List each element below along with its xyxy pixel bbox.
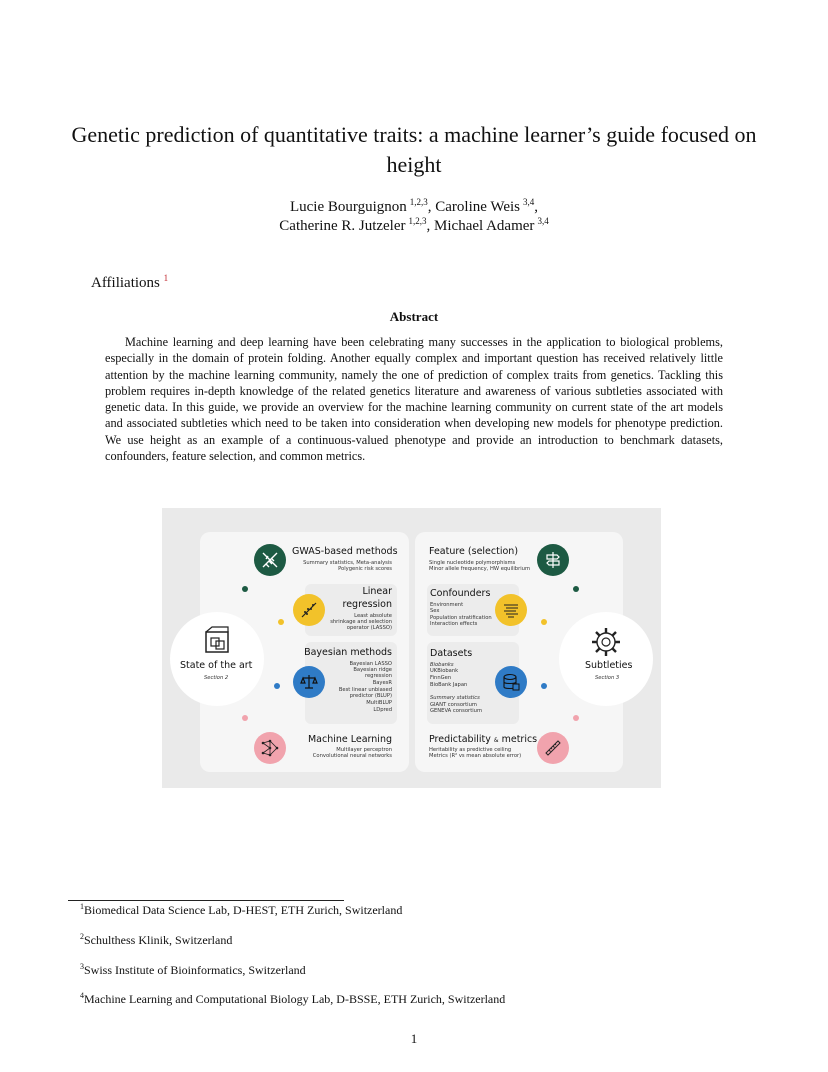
abstract-text: Machine learning and deep learning have been celebrating many successes in the application to biological problems, especially in the domain of protein folding. Another equally complex and important question has received relatively little attention by the machine learning community, namely the one of prediction of complex traits from genetics. Tackling this problem requires in-depth knowledge of the related genetics literature and awareness of various subtleties associated with genetic data. In this guide, we provide an overview for the machine learning community on current state of the art models and associated subtleties which need to be taken into consideration when developing new models for phenotype prediction. We use height as an example of a continuous-valued phenotype and provide an introduction to benchmark datasets, confounders, feature selection, and common metrics. <box>105 335 723 464</box>
predictability-line: Metrics (R² vs mean absolute error) <box>429 753 522 759</box>
arc-dot <box>541 619 547 625</box>
footnote-text: Biomedical Data Science Lab, D-HEST, ETH Zurich, Switzerland <box>84 903 403 917</box>
confounders-line: Interaction effects <box>430 621 478 627</box>
footnote-mark: 2 <box>80 932 84 941</box>
overview-figure <box>162 508 661 788</box>
paper-title: Genetic prediction of quantitative traits: a machine learner’s guide focused on height <box>71 122 757 177</box>
bayesian-line: regression <box>364 673 392 679</box>
ruler-icon <box>537 732 569 764</box>
footnote-text: Swiss Institute of Bioinformatics, Switzerland <box>84 963 306 977</box>
author-list: Lucie Bourguignon $^{1,2,3}$, Caroline Weis $^{3,4}$, Catherine R. Jutzeler $^{1,2,3}$, Michael Adamer $^{3,4}$ <box>279 197 549 234</box>
hub-section: Section 2 <box>204 675 229 681</box>
predictability-title-b: metrics <box>501 734 538 745</box>
bayesian-line: Bayesian LASSO <box>349 661 392 667</box>
author-name: Lucie Bourguignon <box>289 199 407 215</box>
bayesian-line: MultiBLUP <box>366 700 392 706</box>
list-icon <box>495 594 527 626</box>
gwas-line: Polygenic risk scores <box>338 566 392 572</box>
affiliations-label: Affiliations <box>91 275 160 291</box>
predictability-title-a: Predictability <box>429 734 491 745</box>
datasets-subheading: Summary statistics <box>430 695 480 701</box>
author-affil-sup: 1,2,3 <box>408 216 427 226</box>
ml-line: Multilayer perceptron <box>336 747 392 753</box>
author-affil-sup: 3,4 <box>537 216 549 226</box>
footnote-text: Schulthess Klinik, Switzerland <box>84 933 233 947</box>
datasets-line: GENEVA consortium <box>430 708 483 714</box>
subtleties-hub <box>559 612 653 706</box>
datasets-line: GIANT consortium <box>430 702 477 708</box>
predictability-title <box>429 734 537 745</box>
predictability-title-amp: & <box>493 737 499 744</box>
footnote-rule <box>68 900 344 901</box>
arc-dot <box>274 683 280 689</box>
ml-title: Machine Learning <box>307 734 392 745</box>
predictability-line: Heritability as predictive ceiling <box>429 747 512 753</box>
author-affil-sup: 1,2,3 <box>409 197 428 207</box>
datasets-line: FinnGen <box>430 675 452 681</box>
ml-line: Convolutional neural networks <box>312 753 392 759</box>
author-name: Caroline Weis <box>435 199 521 215</box>
footnote-mark: 3 <box>80 962 84 971</box>
hub-title: Subtleties <box>585 660 633 671</box>
author-name: Catherine R. Jutzeler <box>279 218 406 234</box>
footnote <box>80 992 505 1007</box>
gear-icon <box>590 626 622 658</box>
neural-network-icon <box>254 732 286 764</box>
footnote-mark: 1 <box>80 902 84 911</box>
signpost-icon <box>537 544 569 576</box>
bayesian-line: Best linear unbiased <box>338 687 392 693</box>
cubes-icon <box>202 626 232 656</box>
gwas-line: Summary statistics, Meta-analysis <box>303 560 392 566</box>
arc-dot <box>541 683 547 689</box>
footnote-text: Machine Learning and Computational Biology Lab, D-BSSE, ETH Zurich, Switzerland <box>84 992 506 1006</box>
arc-dot <box>278 619 284 625</box>
arc-dot <box>242 586 248 592</box>
footnote-link[interactable]: 1 <box>163 273 169 283</box>
footnote <box>80 903 402 918</box>
arc-dot <box>242 715 248 721</box>
confounders-line: Population stratification <box>430 615 492 621</box>
feature-line: Minor allele frequency, HW equilibrium <box>429 566 530 572</box>
bayesian-line: predictor (BLUP) <box>349 693 392 699</box>
linear-line: operator (LASSO) <box>346 625 392 631</box>
state-of-art-hub <box>170 612 264 706</box>
database-icon <box>495 666 527 698</box>
arc-dot <box>573 715 579 721</box>
datasets-line: UKBiobank <box>430 668 459 674</box>
footnote-mark: 4 <box>80 991 84 1000</box>
feature-line: Single nucleotide polymorphisms <box>429 560 516 566</box>
affiliations-line <box>91 275 168 292</box>
author-name: Michael Adamer <box>434 218 535 234</box>
hub-title: State of the art <box>180 660 253 671</box>
page-number: 1 <box>410 1031 418 1046</box>
author-affil-sup: 3,4 <box>523 197 535 207</box>
confounders-line: Sex <box>430 608 440 614</box>
linear-title: Linear <box>362 586 392 597</box>
confounders-line: Environment <box>430 602 464 608</box>
hub-section: Section 3 <box>595 675 620 681</box>
dna-icon <box>254 544 286 576</box>
footnote <box>80 933 232 948</box>
bayesian-line: Bayesian ridge <box>353 667 392 673</box>
confounders-title: Confounders <box>430 588 491 599</box>
datasets-line: BioBank Japan <box>430 682 468 688</box>
bayesian-line: LDpred <box>373 707 392 713</box>
datasets-title: Datasets <box>430 648 473 659</box>
bayesian-title: Bayesian methods <box>304 647 392 658</box>
linear-line: shrinkage and selection <box>330 619 392 625</box>
linear-title: regression <box>342 599 392 610</box>
abstract-heading: Abstract <box>389 309 439 324</box>
datasets-subheading: Biobanks <box>430 662 454 668</box>
linear-line: Least absolute <box>354 613 392 619</box>
feature-title: Feature (selection) <box>429 546 519 557</box>
footnote <box>80 963 306 978</box>
bayesian-line: BayesR <box>372 680 392 686</box>
arc-dot <box>573 586 579 592</box>
gwas-title: GWAS-based methods <box>292 546 398 557</box>
